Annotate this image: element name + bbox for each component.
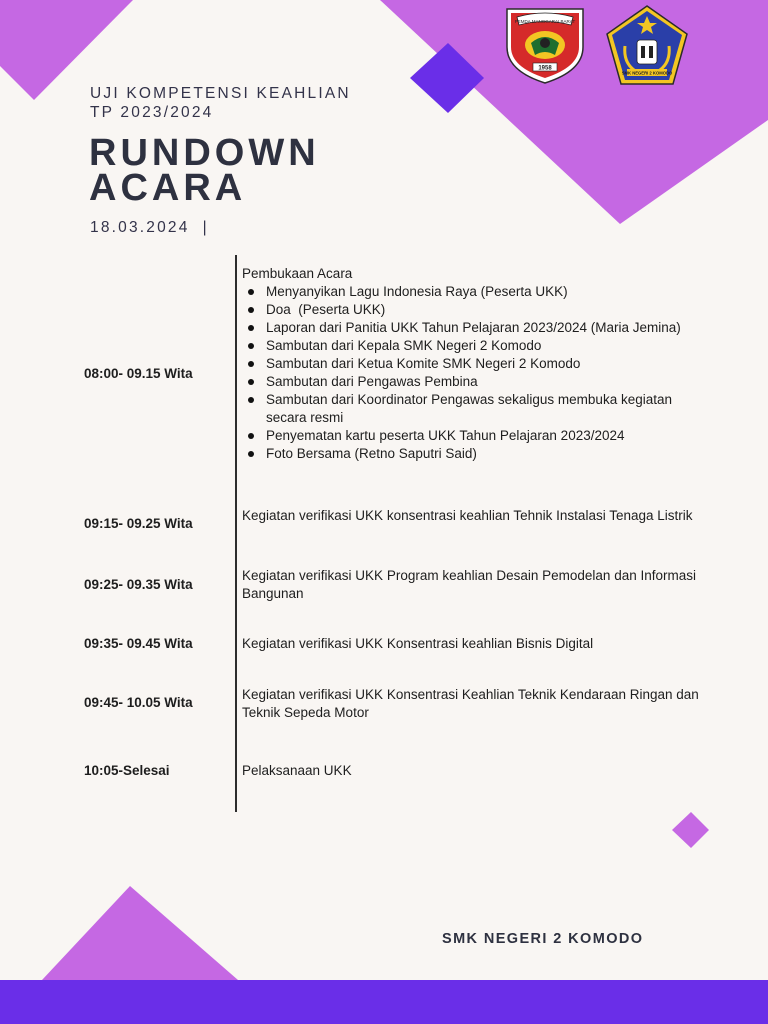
bullet-icon [248,325,254,331]
schedule-time-4: 09:35- 09.45 Wita [84,636,193,651]
list-item: Penyematan kartu peserta UKK Tahun Pelajaran 2023/2024 [242,427,702,445]
schedule-time-6: 10:05-Selesai [84,763,170,778]
schedule-item-list [242,283,702,463]
right-diamond [672,812,709,848]
title-line-2: ACARA [89,167,247,209]
schedule-description-5: Kegiatan verifikasi UKK Konsentrasi Keahlian Teknik Kendaraan Ringan dan Teknik Sepeda Motor [242,687,699,720]
bullet-icon [248,397,254,403]
subtitle-line-1: UJI KOMPETENSI KEAHLIAN [90,85,351,102]
bullet-icon [248,289,254,295]
bullet-icon [248,433,254,439]
logo-school-caption: SMK NEGERI 2 KOMODO [621,70,673,76]
schedule-time-1: 08:00- 09.15 Wita [84,366,193,381]
bullet-icon [248,379,254,385]
bottom-band [0,980,768,1024]
subtitle-line-2: TP 2023/2024 [90,104,214,121]
list-item: Sambutan dari Pengawas Pembina [242,373,702,391]
schedule-description-1 [242,265,702,463]
schedule-description-2: Kegiatan verifikasi UKK konsentrasi keahlian Tehnik Instalasi Tenaga Listrik [242,508,693,523]
title-line-1: RUNDOWN [89,132,320,174]
bullet-icon [248,361,254,367]
school-emblem-logo [603,2,691,88]
list-item: Sambutan dari Koordinator Pengawas sekaligus membuka kegiatan secara resmi [242,391,702,427]
list-item: Menyanyikan Lagu Indonesia Raya (Peserta UKK) [242,283,702,301]
event-date: 18.03.2024 | [90,219,209,236]
regency-emblem-logo [503,3,587,85]
event-subtitle [90,84,351,122]
list-item: Laporan dari Panitia UKK Tahun Pelajaran 2023/2024 (Maria Jemina) [242,319,702,337]
schedule-time-5: 09:45- 10.05 Wita [84,695,193,710]
svg-text:PEMDA MANGGARAI BARAT: PEMDA MANGGARAI BARAT [514,19,576,24]
schedule-description-4: Kegiatan verifikasi UKK Konsentrasi keahlian Bisnis Digital [242,636,594,651]
schedule-divider [235,255,237,812]
schedule-heading: Pembukaan Acara [242,266,353,281]
logo-year: 1958 [538,65,552,72]
list-item: Doa (Peserta UKK) [242,301,702,319]
schedule-description-6: Pelaksanaan UKK [242,763,352,778]
list-item: Sambutan dari Ketua Komite SMK Negeri 2 Komodo [242,355,702,373]
list-item: Foto Bersama (Retno Saputri Said) [242,445,702,463]
school-name: SMK NEGERI 2 KOMODO [442,931,644,947]
list-item: Sambutan dari Kepala SMK Negeri 2 Komodo [242,337,702,355]
bullet-icon [248,451,254,457]
bottom-left-triangle [42,886,238,980]
schedule-description-3: Kegiatan verifikasi UKK Program keahlian Desain Pemodelan dan Informasi Bangunan [242,568,696,601]
bullet-icon [248,307,254,313]
bullet-icon [248,343,254,349]
schedule-time-2: 09:15- 09.25 Wita [84,516,193,531]
page-title [89,132,320,209]
schedule-time-3: 09:25- 09.35 Wita [84,577,193,592]
